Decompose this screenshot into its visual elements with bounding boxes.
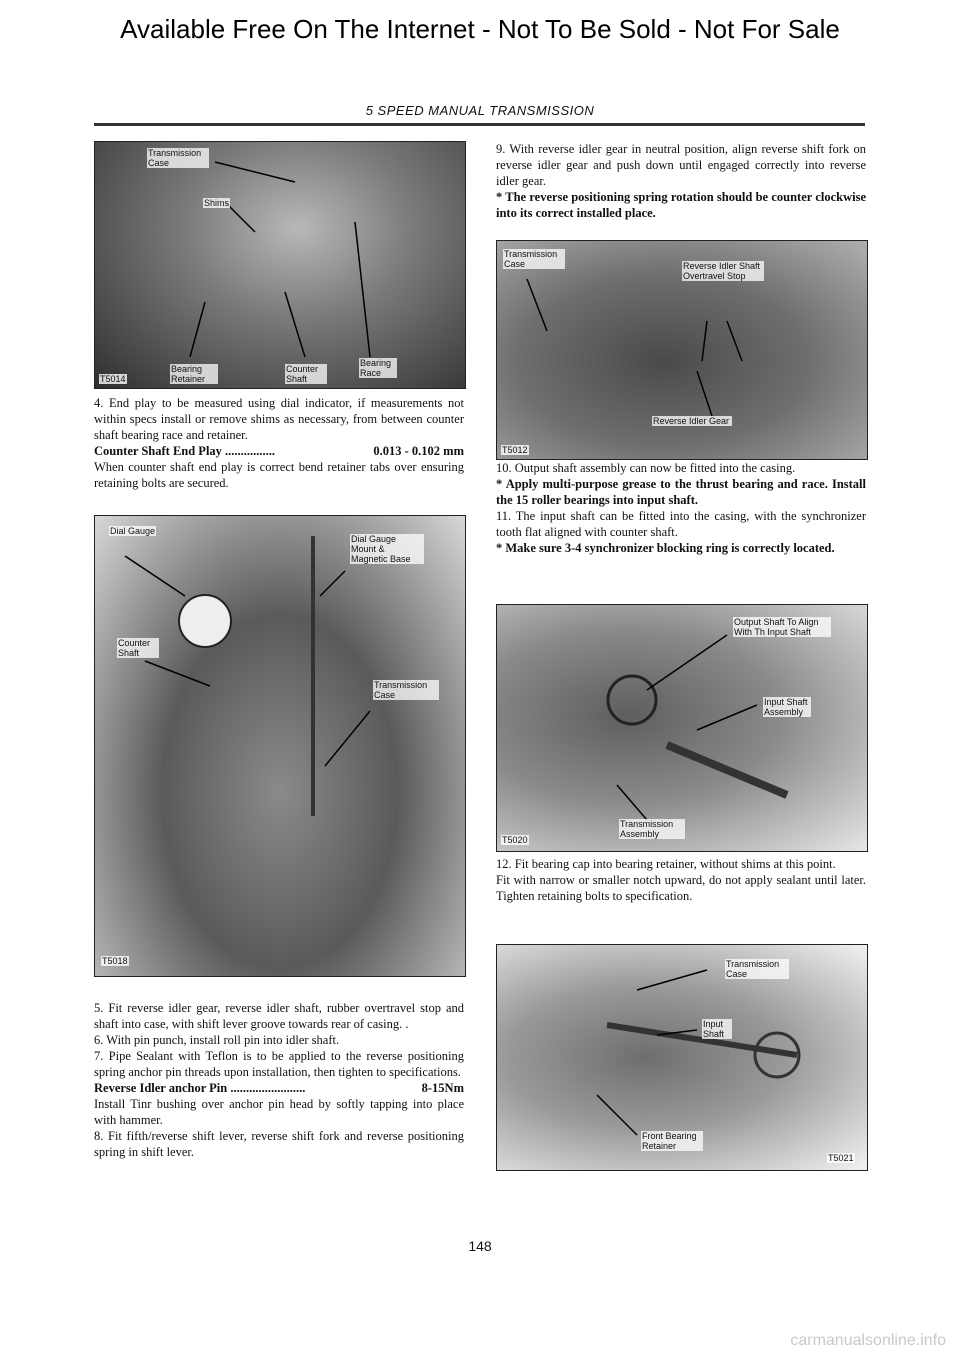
step-5: 5. Fit reverse idler gear, reverse idler shaft, rubber overtravel stop and shaft into case, with shift lever groove towards rear of casing. . xyxy=(94,1001,464,1031)
label-transmission-assembly: Transmission Assembly xyxy=(619,819,685,839)
page-number: 148 xyxy=(468,1238,492,1254)
spec-label: Reverse Idler anchor Pin ........................ xyxy=(94,1081,306,1095)
step-4-text: 4. End play to be measured using dial indicator, if measurements not within specs install or remove shims as necessary, from between counter shaft bearing race and retainer. xyxy=(94,396,464,442)
label-counter-shaft: Counter Shaft xyxy=(117,638,159,658)
spec-label: Counter Shaft End Play ................ xyxy=(94,444,276,458)
step-7: 7. Pipe Sealant with Teflon is to be applied to the reverse positioning spring anchor pin threads upon installation, then tighten to specifications. xyxy=(94,1049,464,1079)
step-12-text: 12. Fit bearing cap into bearing retainer, without shims at this point. xyxy=(496,857,836,871)
figure-code: T5021 xyxy=(828,1153,854,1163)
figure-t5020 xyxy=(496,604,868,852)
step-10-note: * Apply multi-purpose grease to the thrust bearing and race. Install the 15 roller bearings into input shaft. xyxy=(496,477,866,507)
section-title: 5 SPEED MANUAL TRANSMISSION xyxy=(365,103,595,118)
label-shims: Shims xyxy=(204,198,230,208)
watermark: carmanualsonline.info xyxy=(790,1332,946,1349)
label-counter-shaft: Counter Shaft xyxy=(285,364,327,384)
label-reverse-idler-gear: Reverse Idler Gear xyxy=(652,416,732,426)
step-9-text: 9. With reverse idler gear in neutral position, align reverse shift fork on reverse idler gear and push down until engaged correctly into reverse idler gear. xyxy=(496,142,866,188)
label-input-shaft-assembly: Input Shaft Assembly xyxy=(763,697,811,717)
step-4-note: When counter shaft end play is correct bend retainer tabs over ensuring retaining bolts are secured. xyxy=(94,460,464,490)
label-transmission-case: Transmission Case xyxy=(503,249,565,269)
spec-reverse-idler-anchor-pin xyxy=(94,1080,464,1096)
step-6: 6. With pin punch, install roll pin into idler shaft. xyxy=(94,1033,340,1047)
label-dial-gauge-mount: Dial Gauge Mount & Magnetic Base xyxy=(350,534,424,564)
step-11-note: * Make sure 3-4 synchronizer blocking ring is correctly located. xyxy=(496,541,835,555)
step-10: 10. Output shaft assembly can now be fitted into the casing. xyxy=(496,461,796,475)
label-transmission-case: Transmission Case xyxy=(147,148,209,168)
label-output-shaft: Output Shaft To Align With Th Input Shaft xyxy=(733,617,831,637)
label-bearing-retainer: Bearing Retainer xyxy=(170,364,218,384)
header-rule xyxy=(94,123,865,126)
spec-value: 0.013 - 0.102 mm xyxy=(373,444,464,458)
step-11: 11. The input shaft can be fitted into the casing, with the synchronizer tooth flat aligned with counter shaft. xyxy=(496,509,866,539)
figure-t5012 xyxy=(496,240,868,460)
figure-t5021 xyxy=(496,944,868,1171)
figure-t5014 xyxy=(94,141,466,389)
label-transmission-case: Transmission Case xyxy=(373,680,439,700)
step-9 xyxy=(496,141,866,221)
callout-lines xyxy=(95,516,465,976)
spec-value: 8-15Nm xyxy=(421,1081,464,1095)
label-input-shaft: Input Shaft xyxy=(702,1019,732,1039)
callout-lines xyxy=(497,605,867,851)
label-bearing-race: Bearing Race xyxy=(359,358,397,378)
spec-counter-shaft-end-play xyxy=(94,443,464,459)
label-reverse-idler-shaft: Reverse Idler Shaft Overtravel Stop xyxy=(682,261,764,281)
banner-notice: Available Free On The Internet - Not To Be Sold - Not For Sale xyxy=(120,14,840,44)
figure-code: T5020 xyxy=(502,835,528,845)
figure-code: T5012 xyxy=(502,445,528,455)
step-12 xyxy=(496,856,866,904)
step-4 xyxy=(94,395,464,491)
steps-5-8 xyxy=(94,1000,464,1160)
label-transmission-case: Transmission Case xyxy=(725,959,789,979)
steps-10-11 xyxy=(496,460,866,556)
step-8: 8. Fit fifth/reverse shift lever, reverse shift fork and reverse positioning spring in shift lever. xyxy=(94,1129,464,1159)
step-12-note: Fit with narrow or smaller notch upward, do not apply sealant until later. Tighten retaining bolts to specification. xyxy=(496,873,866,903)
figure-code: T5018 xyxy=(102,956,128,966)
label-dial-gauge: Dial Gauge xyxy=(110,526,156,536)
label-front-bearing-retainer: Front Bearing Retainer xyxy=(641,1131,703,1151)
step-9-note: * The reverse positioning spring rotation should be counter clockwise into its correct installed place. xyxy=(496,190,866,220)
callout-lines xyxy=(95,142,465,388)
figure-code: T5014 xyxy=(100,374,126,384)
figure-t5018 xyxy=(94,515,466,977)
step-7b: Install Tinr bushing over anchor pin head by softly tapping into place with hammer. xyxy=(94,1097,464,1127)
